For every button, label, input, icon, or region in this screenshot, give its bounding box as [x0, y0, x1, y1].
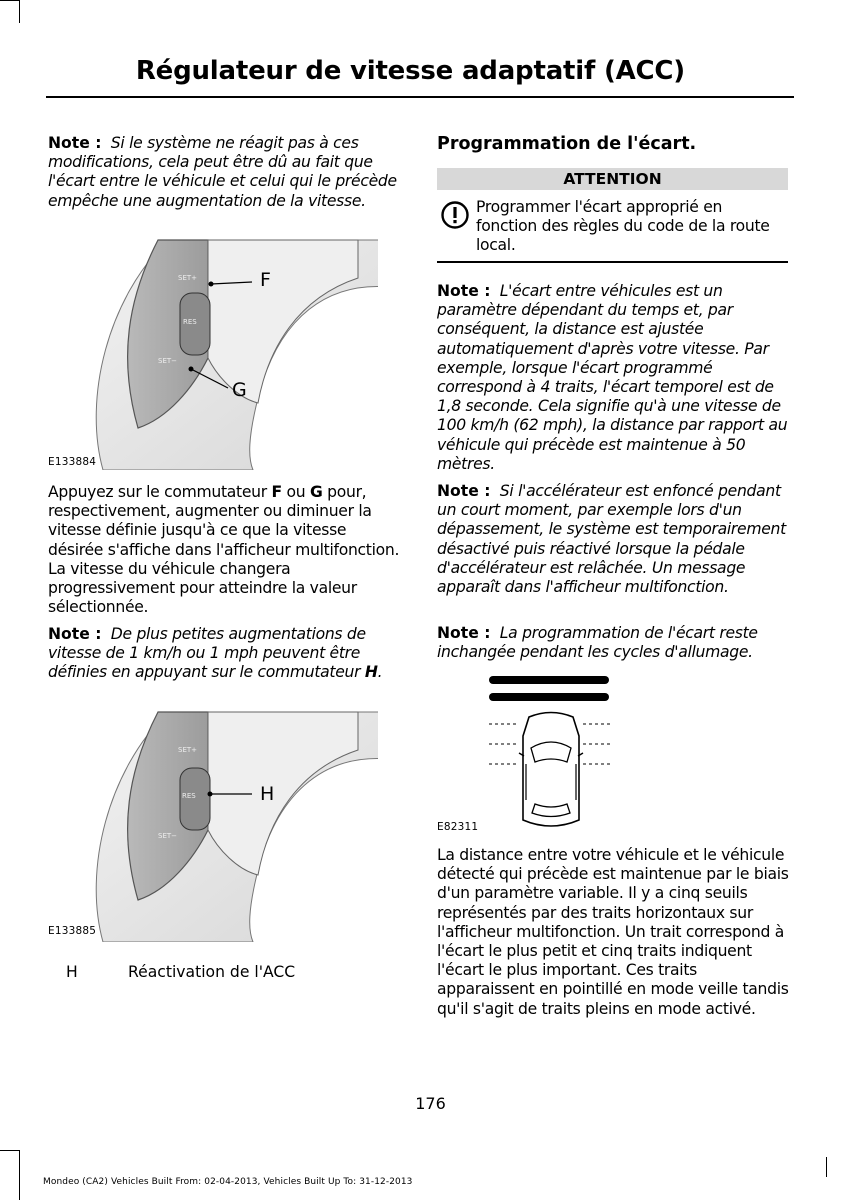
crop-mark — [0, 1150, 19, 1151]
callout-h: H — [260, 783, 275, 805]
section-heading: Programmation de l'écart. — [437, 134, 697, 154]
attention-text: Programmer l'écart approprié en fonction des règles du code de la route local. — [476, 198, 770, 255]
paragraph-fg: Appuyez sur le commutateur F ou G pour, respectivement, augmenter ou diminuer la vitesse définie jusqu'à ce que la vitesse désirée s'affiche dans l'afficheur multifonction. La vitesse du véhicule changera progressivement pour atteindre la valeur sélectionnée. — [48, 483, 400, 617]
crop-mark — [19, 0, 20, 23]
page-title: Régulateur de vitesse adaptatif (ACC) — [135, 56, 685, 86]
title-divider — [46, 96, 794, 98]
note-1: Note : Si le système ne réagit pas à ces modifications, cela peut être dû au fait que l'écart entre le véhicule et celui qui le précède empêche une augmentation de la vitesse. — [48, 134, 397, 210]
set-minus-button-label: SET− — [158, 357, 178, 365]
res-button-label: RES — [183, 318, 197, 326]
gap-display-figure — [437, 672, 637, 837]
note-3: Note : L'écart entre véhicules est un paramètre dépendant du temps et, par conséquent, la distance est ajustée automatiquement d'après votre vitesse. Par exemple, lorsque l'écart programmé correspond à 4 traits, l'écart temporel est de 1,8 seconde. Cela signifie qu'à une vitesse de 100 km/h (62 mph), la distance par rapport au véhicule qui précède est maintenue à 50 mètres. — [437, 282, 788, 473]
callout-g: G — [232, 379, 247, 401]
set-plus-button-label: SET+ — [178, 746, 198, 754]
page-number: 176 — [415, 1094, 446, 1113]
definition-value: Réactivation de l'ACC — [128, 963, 296, 981]
res-button-label: RES — [182, 792, 196, 800]
steering-wheel-figure-fg — [48, 238, 378, 470]
set-plus-button-label: SET+ — [178, 274, 198, 282]
crop-mark — [0, 0, 19, 1]
figure-code: E133885 — [48, 925, 97, 937]
callout-f: F — [260, 269, 271, 291]
footer-text: Mondeo (CA2) Vehicles Built From: 02-04-2013, Vehicles Built Up To: 31-12-2013 — [43, 1177, 413, 1187]
paragraph-gap: La distance entre votre véhicule et le véhicule détecté qui précède est maintenue par le biais d'un paramètre variable. Il y a cinq seuils représentés par des traits horizontaux sur l'afficheur multifonction. Un trait correspond à l'écart le plus petit et cinq traits indiquent l'écart le plus important. Ces traits apparaissent en pointillé en mode veille tandis qu'il s'agit de traits pleins en mode activé. — [437, 846, 789, 1018]
steering-wheel-illustration — [48, 238, 378, 470]
steering-wheel-figure-h — [48, 710, 378, 942]
crop-mark — [826, 1157, 827, 1177]
figure-code: E82311 — [437, 821, 479, 833]
gap-bars-car-illustration — [437, 672, 637, 837]
crop-mark — [19, 1150, 20, 1200]
set-minus-button-label: SET− — [158, 832, 178, 840]
steering-wheel-illustration — [48, 710, 378, 942]
definition-row — [66, 963, 78, 982]
attention-banner: ATTENTION — [437, 168, 788, 190]
warning-icon — [440, 200, 470, 230]
note-4: Note : Si l'accélérateur est enfoncé pendant un court moment, par exemple lors d'un dépassement, le système est temporairement désactivé puis réactivé lorsque la pédale d'accélérateur est relâchée. Un message apparaît dans l'afficheur multifonction. — [437, 482, 786, 597]
definition-key: H — [66, 963, 78, 981]
figure-code: E133884 — [48, 456, 97, 468]
note-2: Note : De plus petites augmentations de vitesse de 1 km/h ou 1 mph peuvent être définies en appuyant sur le commutateur H. — [48, 625, 383, 682]
attention-divider — [437, 261, 788, 263]
note-5: Note : La programmation de l'écart reste inchangée pendant les cycles d'allumage. — [437, 624, 758, 662]
